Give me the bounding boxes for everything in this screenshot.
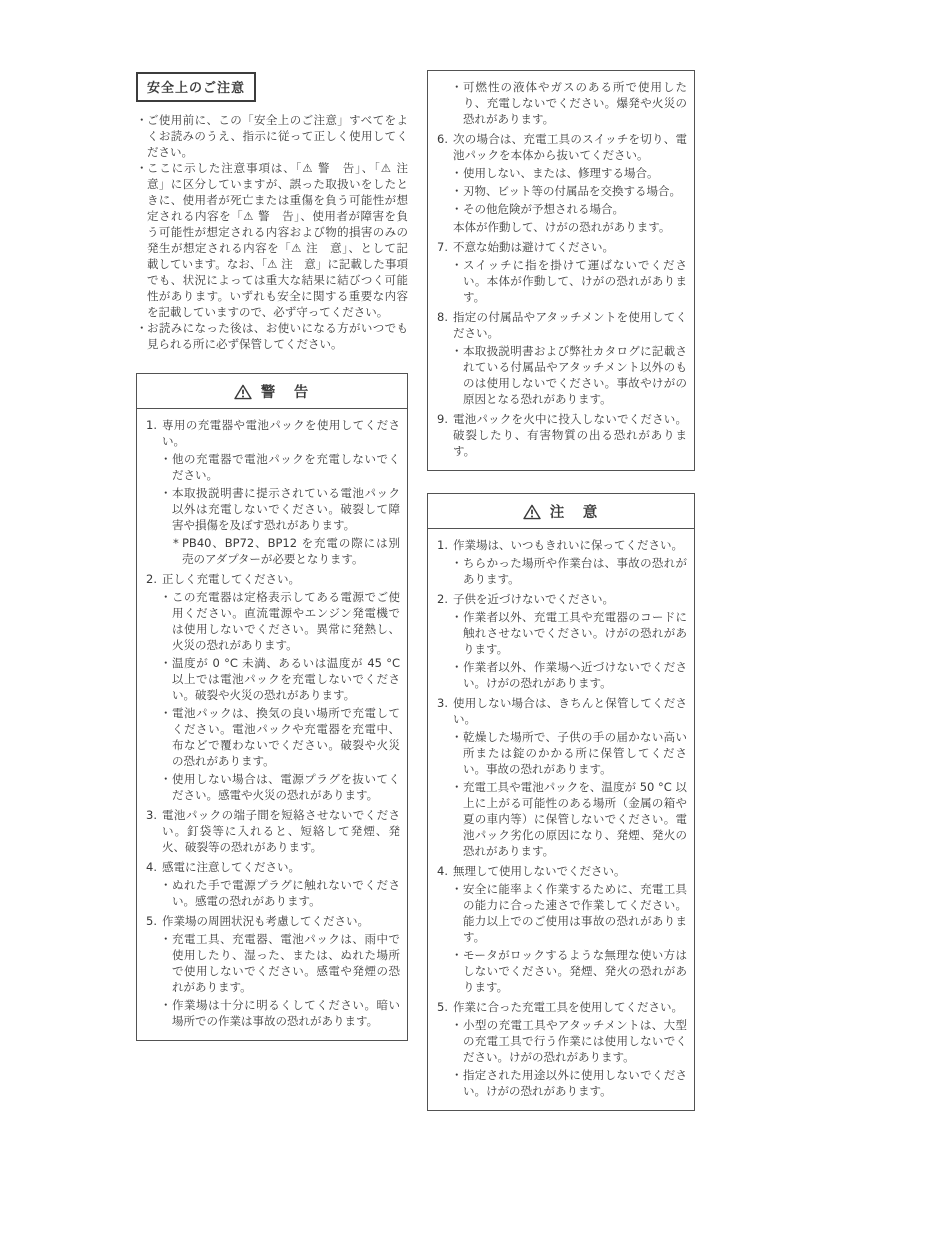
list-continuation: 本体が作動して、けがの恐れがあります。 (453, 220, 671, 234)
caution-header (428, 494, 694, 529)
list-item: 6. 次の場合は、充電工具のスイッチを切り、電池パックを本体から抜いてください。 (437, 132, 687, 162)
list-item: ・ その他危険が予想される場合。 (451, 202, 624, 216)
list-note: * PB40、BP72、BP12 を充電の際には別売のアダプターが必要となります。 (173, 536, 400, 566)
list-item: 3. 使用しない場合は、きちんと保管してください。 (437, 696, 687, 726)
list-item: 2. 正しく充電してください。 (146, 572, 300, 586)
list-item: 3. 電池パックの端子間を短絡させないでください。釘袋等に入れると、短絡して発煙、発火、破裂等の恐れがあります。 (146, 808, 400, 854)
list-item: ・ 本取扱説明書および弊社カタログに記載されている付属品やアタッチメント以外のものは使用しないでください。事故やけがの原因となる恐れがあります。 (451, 344, 687, 406)
bullet-marker: ・ (136, 113, 148, 127)
list-item: ・ この充電器は定格表示してある電源でご使用ください。直流電源やエンジン発電機では使用しないでください。異常に発熱し、火災の恐れがあります。 (160, 590, 400, 652)
intro-text: ここに示した注意事項は、「⚠ 警 告」、「⚠ 注 意」に区分していますが、誤った取扱いをしたときに、使用者が死亡または重傷を負う可能性が想定される内容を「⚠ 警 告」、使用者が障害を負う可能性が想定される内容および物的損害のみの発生が想定される内容を「⚠ 注 意」、として記載しています。なお、「⚠ 注 意」に記載した事項でも、状況によっては重大な結果に結びつく可能性があります。いずれも安全に関する重要な内容を記載していますので、必ず守ってください。 (147, 161, 420, 319)
list-item: ・ 他の充電器で電池パックを充電しないでください。 (160, 452, 400, 482)
list-item: ・ 使用しない場合は、電源プラグを抜いてください。感電や火災の恐れがあります。 (160, 772, 400, 802)
list-item: ・ ぬれた手で電源プラグに触れないでください。感電の恐れがあります。 (160, 878, 400, 908)
warning-triangle-icon (234, 384, 252, 400)
list-item: ・ 充電工具、充電器、電池パックは、雨中で使用したり、湿った、または、ぬれた場所で使用しないでください。感電や発煙の恐れがあります。 (160, 932, 400, 994)
list-item: 9. 電池パックを火中に投入しないでください。破裂したり、有害物質の出る恐れがあります。 (437, 412, 687, 458)
caution-body (428, 529, 694, 1110)
list-item: ・ 使用しない、または、修理する場合。 (451, 166, 659, 180)
warning-box-left (136, 373, 408, 1041)
bullet-marker: ・ (136, 161, 148, 175)
list-item: ・ 電池パックは、換気の良い場所で充電してください。電池パックや充電器を充電中、布などで覆わないでください。破裂や火災の恐れがあります。 (160, 706, 400, 768)
list-item: ・ 本取扱説明書に提示されている電池パック以外は充電しないでください。破裂して障害や損傷を及ぼす恐れがあります。 (160, 486, 400, 532)
bullet-marker: ・ (136, 321, 148, 335)
warning-triangle-icon (523, 504, 541, 520)
warning-box-right (427, 70, 695, 471)
list-item: ・ 小型の充電工具やアタッチメントは、大型の充電工具で行う作業には使用しないでください。けがの恐れがあります。 (451, 1018, 687, 1064)
list-item: ・ 作業者以外、作業場へ近づけないでください。けがの恐れがあります。 (451, 660, 687, 690)
list-item: 1. 専用の充電器や電池パックを使用してください。 (146, 418, 400, 448)
intro-bullet (136, 320, 408, 352)
list-item: ・ 充電工具や電池パックを、温度が 50 °C 以上に上がる可能性のある場所（金属の箱や夏の車内等）に保管しないでください。電池パック劣化の原因になり、発煙、発火の恐れがあります。 (451, 780, 687, 858)
intro-section (136, 112, 420, 352)
intro-text: お読みになった後は、お使いになる方がいつでも見られる所に必ず保管してください。 (147, 321, 408, 351)
list-item: 8. 指定の付属品やアタッチメントを使用してください。 (437, 310, 687, 340)
warning-header-label: 警 告 (260, 385, 311, 401)
list-item: ・ 指定された用途以外に使用しないでください。けがの恐れがあります。 (451, 1068, 687, 1098)
list-item: 5. 作業場の周囲状況も考慮してください。 (146, 914, 369, 928)
list-item: ・ 安全に能率よく作業するために、充電工具の能力に合った速さで作業してください。能力以上でのご使用は事故の恐れがあります。 (451, 882, 687, 944)
list-item: ・ 温度が 0 °C 未満、あるいは温度が 45 °C 以上では電池パックを充電しないでください。破裂や火災の恐れがあります。 (160, 656, 400, 702)
list-item: ・ 可燃性の液体やガスのある所で使用したり、充電しないでください。爆発や火災の恐れがあります。 (451, 80, 687, 126)
intro-bullet (136, 112, 408, 160)
list-item: ・ モータがロックするような無理な使い方はしないでください。発煙、発火の恐れがあります。 (451, 948, 687, 994)
list-item: 1. 作業場は、いつもきれいに保ってください。 (437, 538, 683, 552)
left-column (136, 72, 420, 1041)
right-column (427, 70, 695, 1111)
caution-box (427, 493, 695, 1111)
intro-bullet (136, 160, 420, 320)
list-item: 5. 作業に合った充電工具を使用してください。 (437, 1000, 683, 1014)
list-item: ・ スイッチに指を掛けて運ばないでください。本体が作動して、けがの恐れがあります。 (451, 258, 687, 304)
warning-body-left (137, 409, 407, 1040)
list-item: ・ ちらかった場所や作業台は、事故の恐れがあります。 (451, 556, 687, 586)
list-item: ・ 作業者以外、充電工具や充電器のコードに触れさせないでください。けがの恐れがあります。 (451, 610, 687, 656)
list-item: 4. 感電に注意してください。 (146, 860, 300, 874)
list-item: ・ 作業場は十分に明るくしてください。暗い場所での作業は事故の恐れがあります。 (160, 998, 400, 1028)
list-item: ・ 刃物、ビット等の付属品を交換する場合。 (451, 184, 682, 198)
intro-text: ご使用前に、この「安全上のご注意」すべてをよくお読みのうえ、指示に従って正しく使用してください。 (147, 113, 408, 159)
warning-body-right (428, 71, 694, 470)
caution-header-label: 注 意 (549, 505, 600, 521)
list-item: ・ 乾燥した場所で、子供の手の届かない高い所または錠のかかる所に保管してください。事故の恐れがあります。 (451, 730, 687, 776)
list-item: 2. 子供を近づけないでください。 (437, 592, 614, 606)
page-title: 安全上のご注意 (136, 72, 256, 102)
list-item: 4. 無理して使用しないでください。 (437, 864, 626, 878)
list-item: 7. 不意な始動は避けてください。 (437, 240, 614, 254)
warning-header (137, 374, 407, 409)
